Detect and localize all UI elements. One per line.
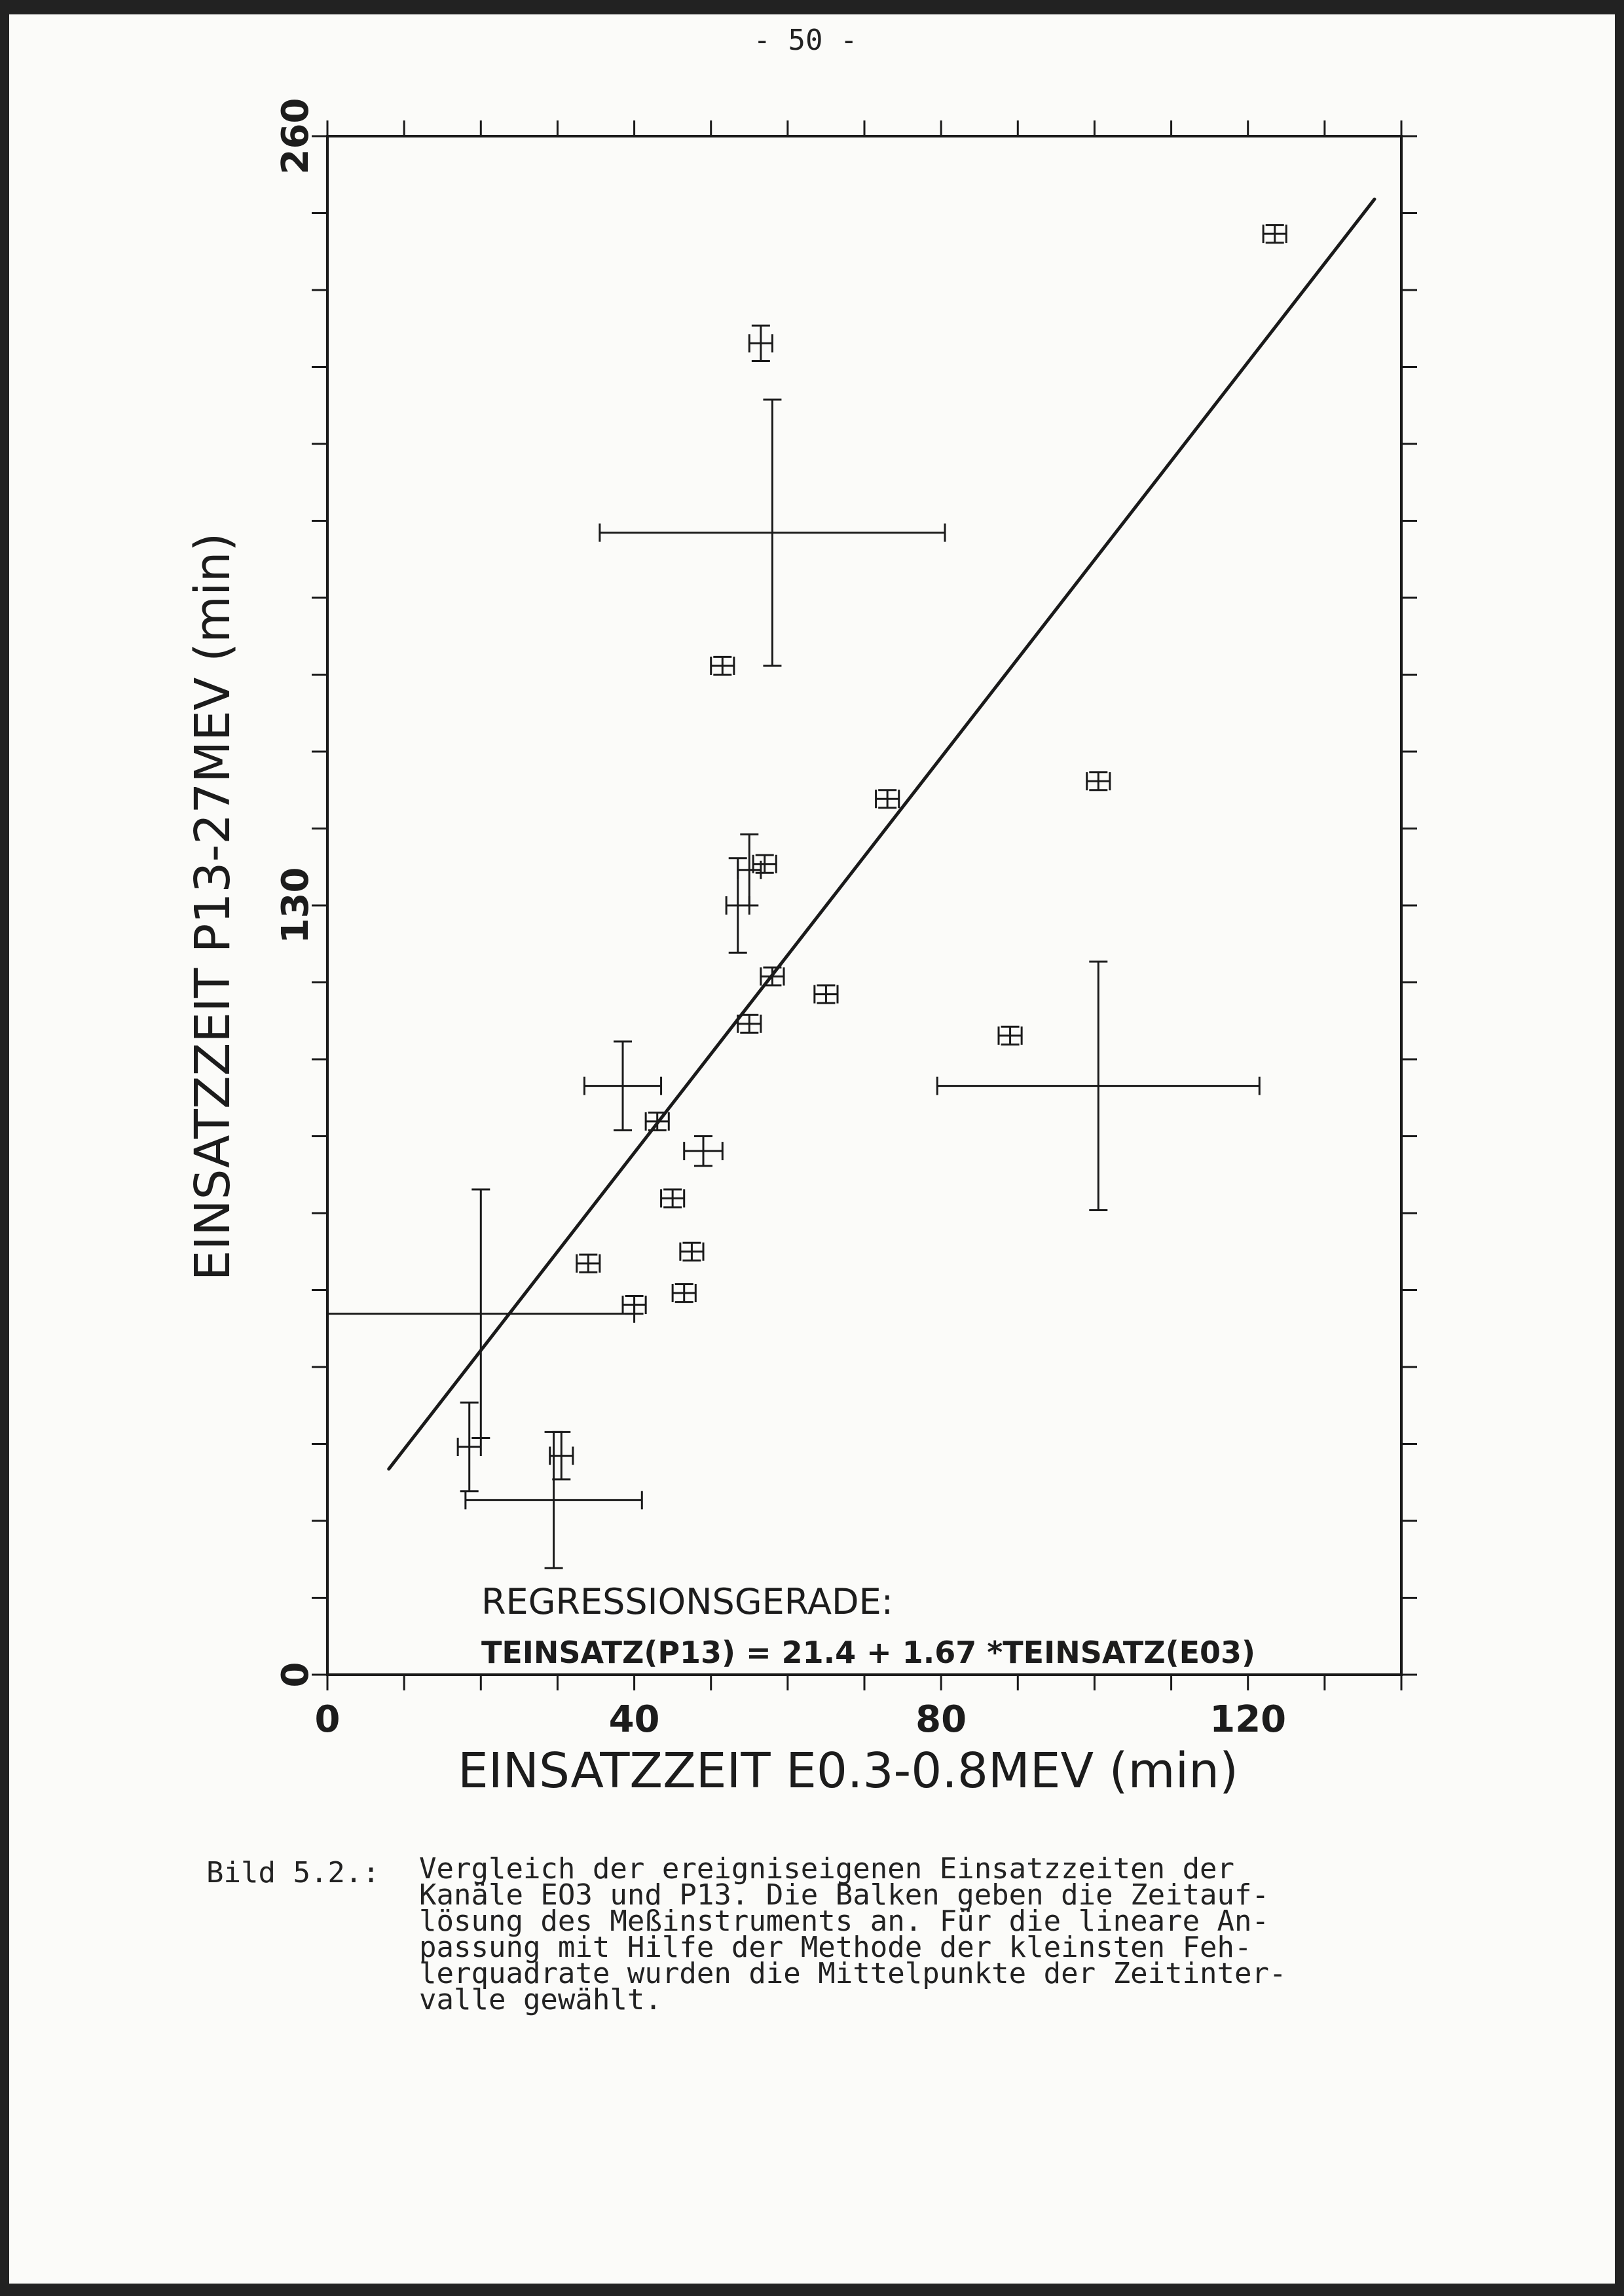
x-tick-label: 0: [314, 1698, 341, 1741]
x-tick-label: 120: [1209, 1698, 1287, 1741]
caption-line: passung mit Hilfe der Methode der kleinsten Feh-: [419, 1931, 1252, 1964]
y-tick-label: 130: [274, 867, 317, 944]
data-point: [584, 1042, 661, 1131]
regression-line: [389, 199, 1375, 1469]
data-point: [680, 1243, 703, 1261]
tick-labels: [274, 98, 1286, 1741]
y-axis-label: EINSATZZEIT P13-27MEV (min): [185, 532, 241, 1281]
data-point: [726, 858, 749, 953]
x-tick-label: 80: [915, 1698, 967, 1741]
page-number: - 50 -: [753, 24, 858, 57]
regression-equation: TEINSATZ(P13) = 21.4 + 1.67 *TEINSATZ(E03): [481, 1635, 1256, 1670]
data-point: [327, 1190, 635, 1438]
caption-line: lösung des Meßinstruments an. Für die lineare An-: [419, 1904, 1270, 1938]
data-point: [1087, 772, 1110, 790]
plot-border: [327, 136, 1401, 1675]
caption-line: valle gewählt.: [419, 1983, 662, 2016]
data-point: [466, 1432, 642, 1568]
caption-line: Vergleich der ereigniseigenen Einsatzzeiten der: [419, 1852, 1235, 1886]
data-point: [673, 1284, 695, 1302]
data-point: [458, 1402, 481, 1491]
data-point: [661, 1189, 684, 1207]
plot-frame: [327, 136, 1401, 1675]
data-point: [1263, 225, 1286, 243]
data-point: [577, 1254, 600, 1273]
caption-label: Bild 5.2.:: [206, 1856, 380, 1889]
x-axis-label: EINSATZZEIT E0.3-0.8MEV (min): [458, 1743, 1238, 1799]
data-point: [815, 985, 838, 1004]
y-tick-label: 260: [274, 98, 317, 175]
data-point: [937, 962, 1259, 1211]
regression-title: REGRESSIONSGERADE:: [481, 1581, 893, 1622]
data-point: [749, 325, 772, 361]
data-points: [327, 225, 1286, 1568]
caption-line: Kanäle EO3 und P13. Die Balken geben die Zeitauf-: [419, 1878, 1270, 1912]
caption-text: [419, 1852, 1287, 2016]
data-point: [711, 657, 734, 675]
data-point: [684, 1137, 723, 1166]
caption-line: lerquadrate wurden die Mittelpunkte der Zeitinter-: [419, 1957, 1287, 1990]
data-point: [876, 790, 899, 808]
data-point: [600, 399, 945, 666]
y-tick-label: 0: [274, 1662, 317, 1688]
data-point: [999, 1027, 1022, 1045]
x-tick-label: 40: [608, 1698, 660, 1741]
data-point: [738, 835, 761, 905]
